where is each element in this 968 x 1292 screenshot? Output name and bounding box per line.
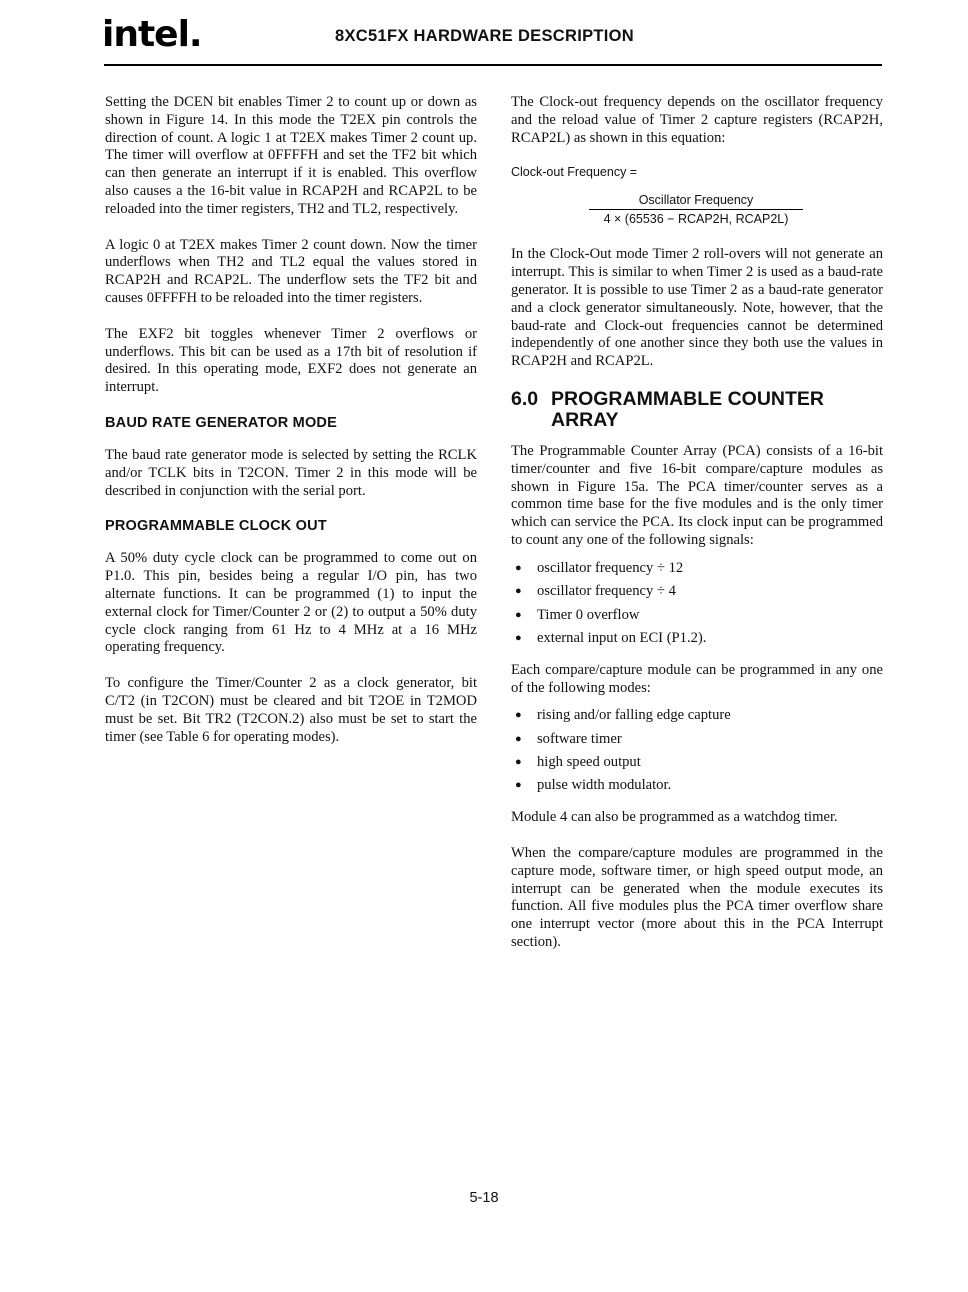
paragraph-clock-out-mode: In the Clock-Out mode Timer 2 roll-overs will not generate an interrupt. This is similar to when Timer 2 is used as a baud-rate generator. It is possible to use Timer 2 as a baud-rate generator and a clock generator simultaneously. Note, however, that the baud-rate and Clock-out frequencies cannot be determined independently of one another since they both use the values in RCAP2H and RCAP2L. bbox=[511, 246, 883, 370]
list-item-text: oscillator frequency ÷ 12 bbox=[537, 559, 684, 576]
list-item-text: oscillator frequency ÷ 4 bbox=[537, 583, 676, 600]
paragraph-interrupt: When the compare/capture modules are programmed in the capture mode, software timer, or high speed output mode, an interrupt can be generated when the module executes its function. All five modules plus the PCA timer overflow share one interrupt vector (more about this in the PCA Interrupt section). bbox=[511, 845, 883, 951]
mode-list bbox=[511, 707, 883, 795]
section-heading-pca bbox=[511, 389, 883, 431]
bullet-icon: ● bbox=[515, 779, 522, 792]
intel-logo: intel. bbox=[102, 14, 202, 55]
list-item bbox=[511, 560, 883, 578]
list-item-text: rising and/or falling edge capture bbox=[537, 707, 731, 724]
heading-baud-rate: BAUD RATE GENERATOR MODE bbox=[105, 414, 337, 431]
list-item-text: Timer 0 overflow bbox=[537, 606, 640, 623]
paragraph-modes-intro: Each compare/capture module can be programmed in any one of the following modes: bbox=[511, 661, 883, 696]
bullet-icon: ● bbox=[515, 585, 522, 598]
list-item bbox=[511, 731, 883, 749]
list-item bbox=[511, 630, 883, 648]
paragraph-clock-out: A 50% duty cycle clock can be programmed to come out on P1.0. This pin, besides being a regular I/O pin, has two alternate functions. It can be programmed (1) to input the external clock for Timer/Counter 2 or (2) to output a 50% duty cycle clock ranging from 61 Hz to 4 MHz at a 16 MHz operating frequency. bbox=[105, 550, 477, 656]
bullet-icon: ● bbox=[515, 608, 522, 621]
bullet-icon: ● bbox=[515, 561, 522, 574]
bullet-icon: ● bbox=[515, 631, 522, 644]
list-item bbox=[511, 777, 883, 795]
paragraph-exf2: The EXF2 bit toggles whenever Timer 2 overflows or underflows. This bit can be used as a 17th bit of resolution if desired. In this operating mode, EXF2 does not generate an interrupt. bbox=[105, 325, 477, 396]
bullet-icon: ● bbox=[515, 709, 522, 722]
heading-clock-out: PROGRAMMABLE CLOCK OUT bbox=[105, 518, 327, 535]
list-item bbox=[511, 607, 883, 625]
formula-denominator: 4 × (65536 − RCAP2H, RCAP2L) bbox=[603, 212, 789, 227]
paragraph-pca-intro: The Programmable Counter Array (PCA) consists of a 16-bit timer/counter and five 16-bit compare/capture modules as shown in Figure 15a. The PCA timer/counter serves as a common time base for the five modules and is the only timer which can service the PCA. Its clock input can be programmed to count any one of the following signals: bbox=[511, 442, 883, 548]
bullet-icon: ● bbox=[515, 756, 522, 769]
formula-fraction bbox=[589, 193, 803, 226]
list-item-text: high speed output bbox=[537, 754, 641, 771]
paragraph-baud-rate: The baud rate generator mode is selected by setting the RCLK and/or TCLK bits in T2CON. Timer 2 in this mode will be described in conjunction with the serial port. bbox=[105, 446, 477, 499]
paragraph-dcen: Setting the DCEN bit enables Timer 2 to count up or down as shown in Figure 14. In this mode the T2EX pin controls the direction of count. A logic 1 at T2EX makes Timer 2 count up. The timer will overflow at 0FFFFH and set the TF2 bit which can then generate an interrupt if it is enabled. This overflow also causes a the 16-bit value in RCAP2H and RCAP2L to be reloaded into the timer registers, TH2 and TL2, respectively. bbox=[105, 94, 477, 217]
list-item-text: external input on ECI (P1.2). bbox=[537, 629, 707, 646]
paragraph-count-down: A logic 0 at T2EX makes Timer 2 count down. Now the timer underflows when TH2 and TL2 equal the values stored in RCAP2H and RCAP2L. The underflow sets the TF2 bit and causes 0FFFFH to be reloaded into the timer registers. bbox=[105, 236, 477, 306]
page-number: 5-18 bbox=[469, 1190, 499, 1206]
list-item bbox=[511, 583, 883, 601]
left-column bbox=[105, 94, 477, 764]
formula-numerator: Oscillator Frequency bbox=[589, 193, 803, 210]
section-title: PROGRAMMABLE COUNTER ARRAY bbox=[551, 387, 824, 431]
section-number: 6.0 bbox=[511, 387, 539, 410]
list-item-text: pulse width modulator. bbox=[537, 777, 672, 794]
list-item bbox=[511, 707, 883, 725]
paragraph-configure: To configure the Timer/Counter 2 as a clock generator, bit C/T2 (in T2CON) must be cleared and bit T2OE in T2MOD must be set. Bit TR2 (T2CON.2) also must be set to start the timer (see Table 6 for operating modes). bbox=[105, 675, 477, 745]
list-item bbox=[511, 754, 883, 772]
paragraph-watchdog: Module 4 can also be programmed as a watchdog timer. bbox=[511, 809, 838, 826]
formula-label: Clock-out Frequency = bbox=[511, 165, 638, 180]
list-item-text: software timer bbox=[537, 730, 622, 747]
paragraph-clock-frequency: The Clock-out frequency depends on the oscillator frequency and the reload value of Timer 2 capture registers (RCAP2H, RCAP2L) as shown in this equation: bbox=[511, 94, 883, 146]
header-rule bbox=[104, 64, 882, 66]
page-header-title: 8XC51FX HARDWARE DESCRIPTION bbox=[335, 27, 635, 45]
signal-list bbox=[511, 560, 883, 648]
right-column bbox=[511, 94, 883, 970]
bullet-icon: ● bbox=[515, 732, 522, 745]
